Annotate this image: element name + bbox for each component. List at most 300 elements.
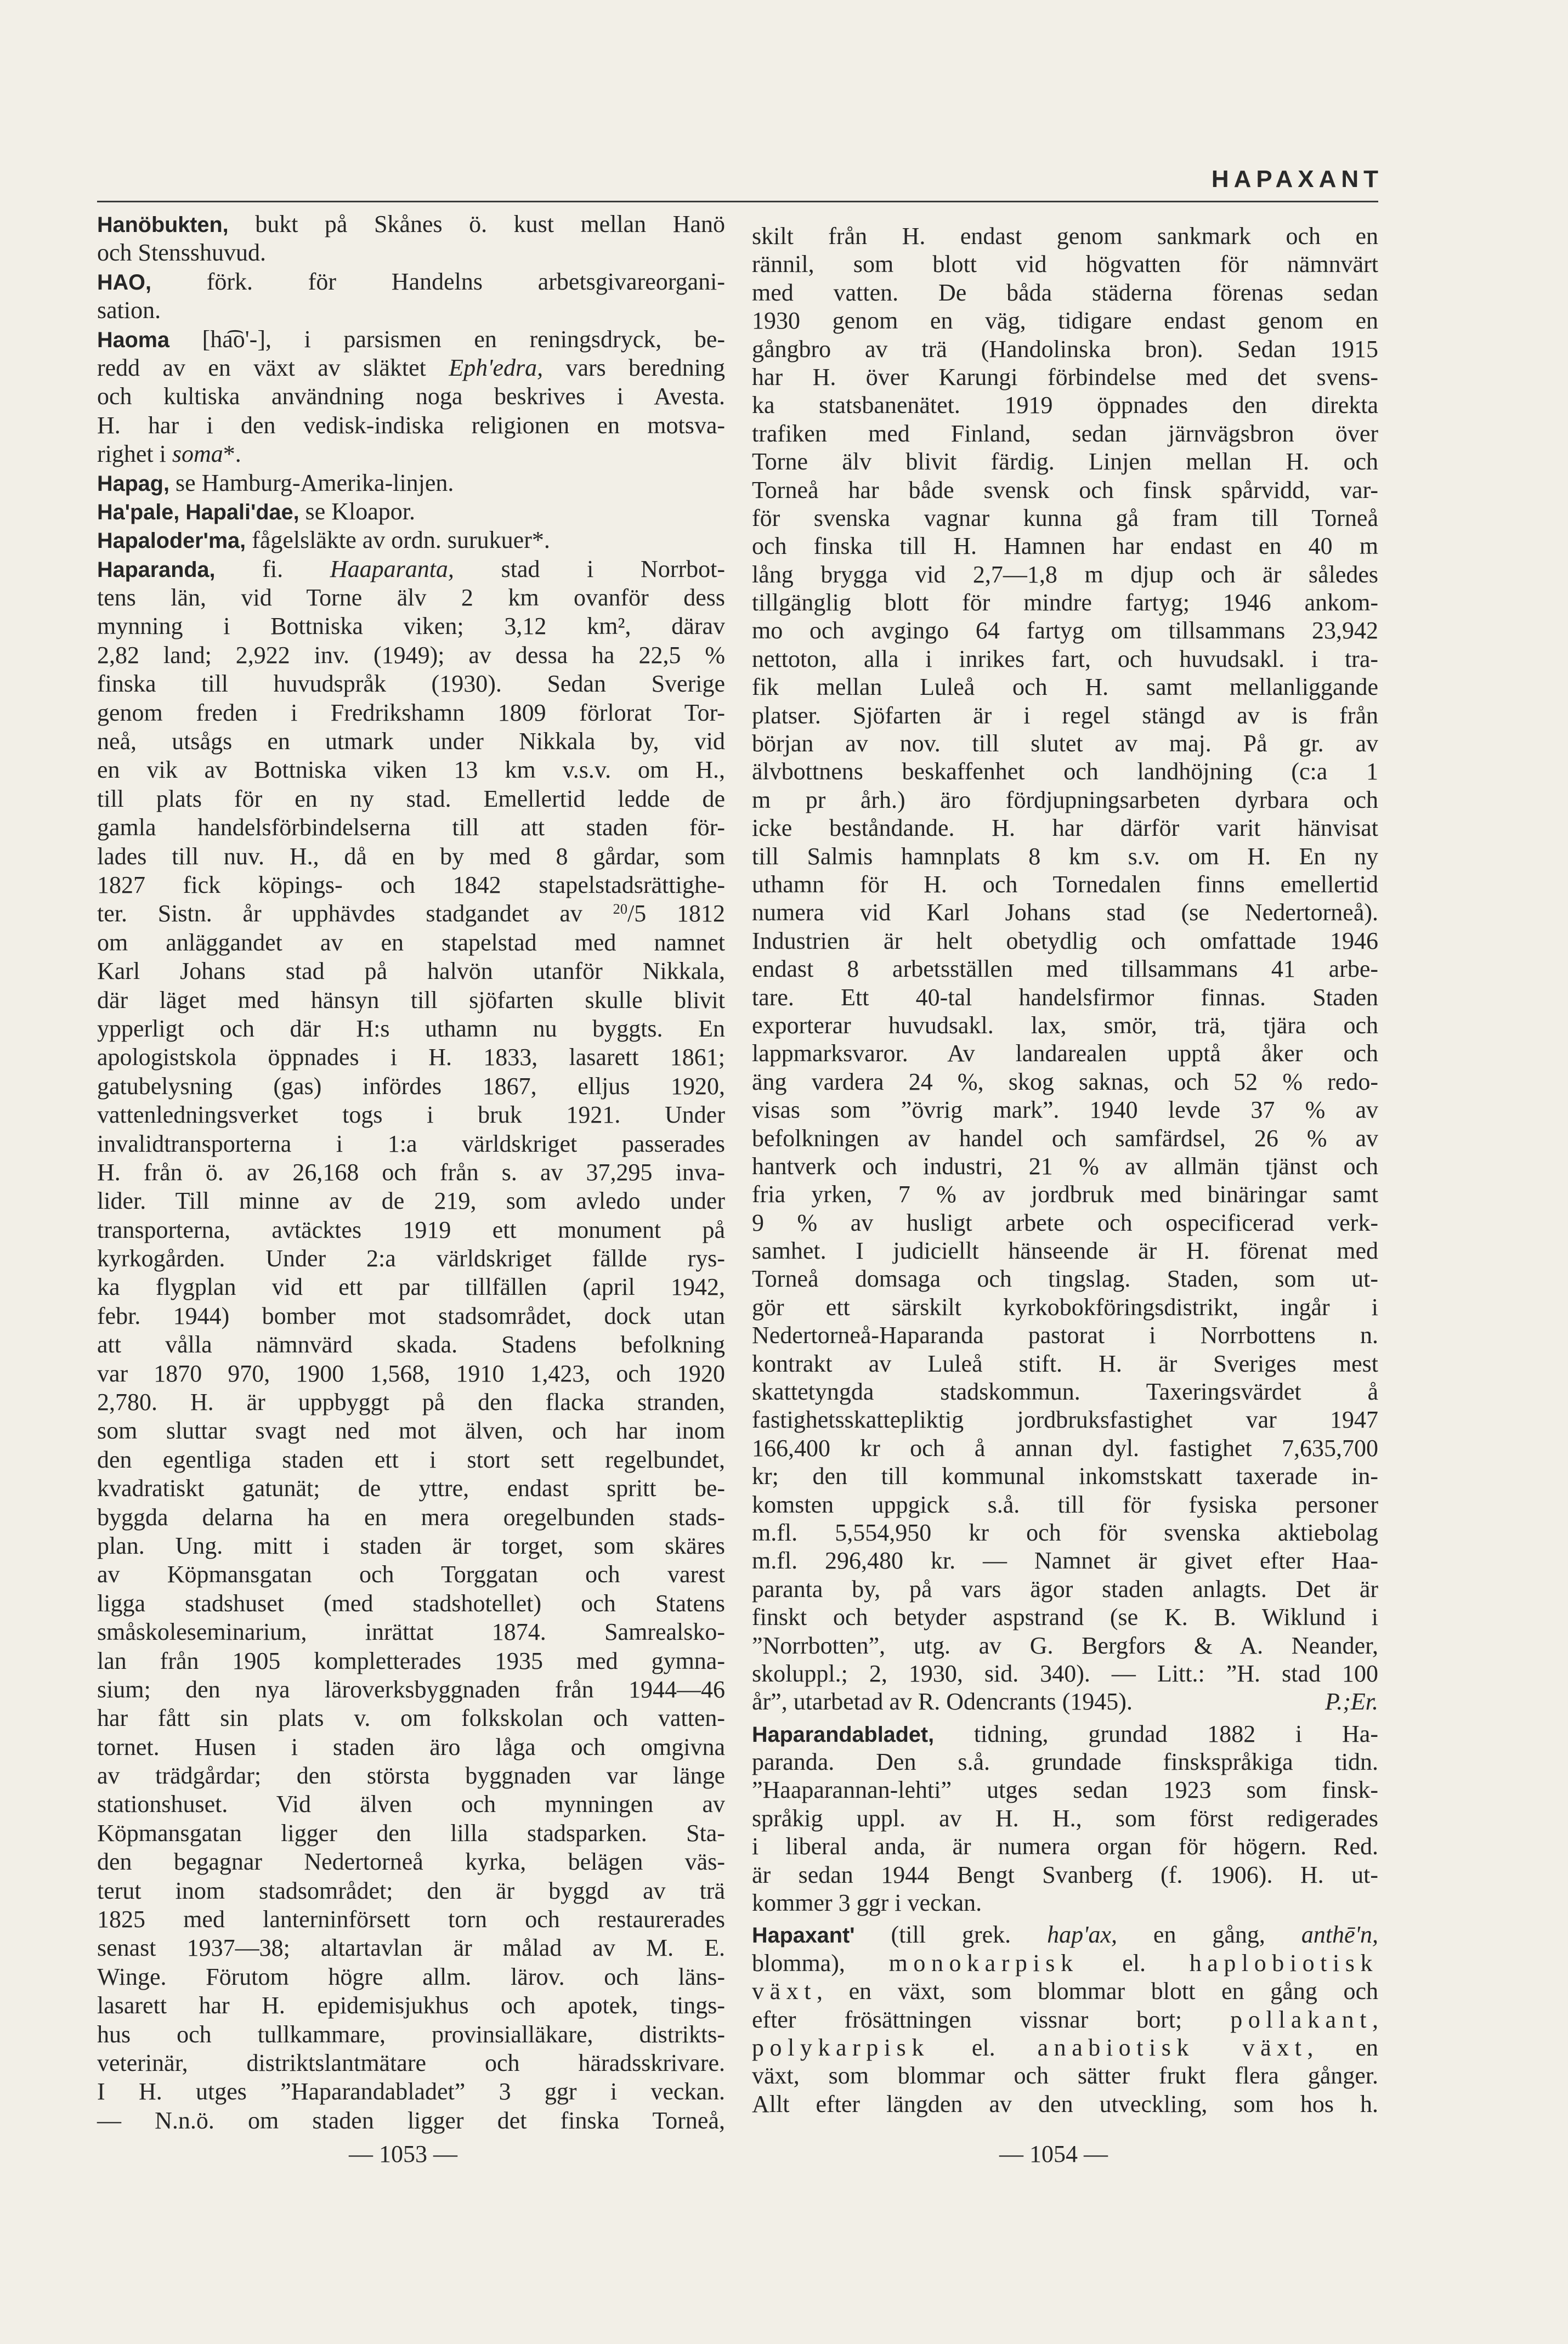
body-text: tillgänglig blott för mindre fartyg; 1946 ankom- [752, 589, 1378, 616]
text-line [752, 560, 1378, 588]
text-line [97, 1388, 725, 1417]
text-line [752, 1350, 1378, 1378]
body-text: hus och tullkammare, provinsialläkare, distrikts- [97, 2020, 725, 2048]
headword: Haparanda, [97, 557, 216, 582]
text-line [752, 588, 1378, 616]
text-line [97, 1790, 725, 1819]
text-line [752, 1491, 1378, 1519]
text-line [752, 701, 1378, 729]
body-text: nettoton, alla i inrikes fart, och huvudsakl. i tra- [752, 645, 1378, 672]
body-text: I H. utges ”Haparandabladet” 3 ggr i veckan. [97, 2078, 725, 2105]
text-line [752, 1776, 1378, 1804]
body-text: lades till nuv. H., då en by med 8 gårdar, som [97, 842, 725, 870]
text-line [97, 1158, 725, 1187]
text-line [97, 1848, 725, 1876]
body-text: exporterar huvudsakl. lax, smör, trä, tjära och [752, 1011, 1378, 1039]
body-text: lan från 1905 kompletterades 1935 med gymna- [97, 1647, 725, 1674]
body-text: *. [223, 440, 241, 468]
text-line [97, 957, 725, 986]
body-text: 1825 med lanterninförsett torn och restaurerades [97, 1906, 725, 1933]
text-line [97, 1187, 725, 1215]
body-text: /5 1812 [627, 900, 725, 927]
body-text: el. [1078, 1949, 1190, 1977]
text-line [752, 1748, 1378, 1776]
text-line [97, 899, 725, 928]
text-line [752, 1406, 1378, 1434]
body-text: där läget med hänsyn till sjöfarten skulle blivit [97, 986, 725, 1014]
text-line [97, 1330, 725, 1359]
body-text: gör ett särskilt kyrkobokföringsdistrikt, ingår i [752, 1293, 1378, 1321]
body-text: rännil, som blott vid högvatten för nämnvärt [752, 251, 1378, 278]
body-text: H. har i den vedisk-indiska religionen en motsva- [97, 411, 725, 439]
text-line [752, 927, 1378, 955]
body-text: efter frösättningen vissnar bort; [752, 2006, 1231, 2033]
text-line [752, 1921, 1378, 1949]
body-text: platser. Sjöfarten är i regel stängd av is från [752, 701, 1378, 729]
text-line [752, 2090, 1378, 2118]
entry-paragraph [97, 497, 725, 526]
body-text: är sedan 1944 Bengt Svanberg (f. 1906). H. ut- [752, 1861, 1378, 1888]
running-head: HAPAXANT [1211, 166, 1383, 192]
text-line [97, 986, 725, 1015]
text-line [752, 1011, 1378, 1039]
body-text: byggda delarna ha en mera oregelbunden stads- [97, 1503, 725, 1531]
body-text: lappmarksvaror. Av landarealen upptå åker och [752, 1040, 1378, 1067]
text-line [97, 325, 725, 354]
body-text: mo och avgingo 64 fartyg om tillsammans 23,942 [752, 617, 1378, 644]
body-text: plan. Ung. mitt i staden är torget, som skäres [97, 1532, 725, 1559]
body-text: kyrkogården. Under 2:a världskriget fällde rys- [97, 1245, 725, 1272]
text-line [752, 898, 1378, 926]
text-line [97, 699, 725, 727]
body-text: fastighetsskattepliktig jordbruksfastighet var 1947 [752, 1406, 1378, 1434]
body-text: finska till huvudspråk (1930). Sedan Sverige [97, 670, 725, 698]
text-line [97, 1072, 725, 1101]
text-line [752, 870, 1378, 898]
body-text: 1930 genom en väg, tidigare endast genom en [752, 307, 1378, 335]
text-line [752, 1660, 1378, 1688]
text-line [752, 307, 1378, 335]
text-line [97, 239, 725, 267]
body-text: senast 1937—38; altartavlan är målad av M. E. [97, 1934, 725, 1962]
text-line [752, 1720, 1378, 1748]
text-line [97, 1819, 725, 1848]
text-line [752, 1434, 1378, 1462]
body-text: samhet. I judiciellt hänseende är H. förenat med [752, 1237, 1378, 1265]
body-text: stationshuset. Vid älven och mynningen av [97, 1791, 725, 1818]
body-text: , en växt, som blommar blott en gång och [817, 1978, 1378, 2005]
headword: Hapag, [97, 471, 169, 496]
text-line [97, 1991, 725, 2020]
text-line [97, 1618, 725, 1646]
body-text: ”Haaparannan-lehti” utges sedan 1923 som finsk- [752, 1776, 1378, 1804]
headword: Hapaloder'ma, [97, 529, 246, 553]
body-text: Nedertorneå-Haparanda pastorat i Norrbottens n. [752, 1322, 1378, 1349]
body-text: komsten uppgick s.å. till för fysiska personer [752, 1491, 1378, 1518]
body-text: vars beredning [543, 354, 725, 381]
body-text: en gång, [1117, 1921, 1301, 1949]
text-line [97, 1043, 725, 1072]
body-text: Winge. Förutom högre allm. lärov. och läns- [97, 1963, 725, 1990]
headword: Haoma [97, 327, 169, 352]
body-text: tidning, grundad 1882 i Ha- [934, 1720, 1378, 1747]
text-line [752, 222, 1378, 250]
body-text: en vik av Bottniska viken 13 km v.s.v. om H., [97, 756, 725, 784]
text-line [752, 1068, 1378, 1096]
text-line [752, 1603, 1378, 1631]
body-text: [ha͡o'-], i parsismen en reningsdryck, be- [169, 325, 725, 353]
text-line [97, 469, 725, 497]
body-text: , en [1307, 2034, 1378, 2061]
text-line [97, 871, 725, 899]
body-text: H. från ö. av 26,168 och från s. av 37,295 inva- [97, 1158, 725, 1186]
body-text: genom freden i Fredrikshamn 1809 förlorat Tor- [97, 699, 725, 726]
text-line [752, 1124, 1378, 1152]
text-line [97, 1560, 725, 1589]
body-text: tens län, vid Torne älv 2 km ovanför dess [97, 584, 725, 612]
body-text: Karl Johans stad på halvön utanför Nikkala, [97, 958, 725, 985]
text-line [97, 1244, 725, 1273]
text-line [97, 1216, 725, 1244]
text-line [752, 1039, 1378, 1067]
body-text: redd av en växt av släktet [97, 354, 449, 381]
body-text: till Salmis hamnplats 8 km s.v. om H. En ny [752, 842, 1378, 870]
text-line [752, 363, 1378, 391]
text-line [97, 411, 725, 440]
text-line [97, 1101, 725, 1129]
text-line [97, 1446, 725, 1474]
entry-paragraph [97, 268, 725, 325]
body-text: lasarett har H. epidemisjukhus och apotek, tings- [97, 1992, 725, 2019]
body-text: småskoleseminarium, inrättat 1874. Samrealsko- [97, 1618, 725, 1646]
body-text: visas som ”övrig mark”. 1940 levde 37 % av [752, 1096, 1378, 1124]
text-line [752, 279, 1378, 307]
text-line [97, 1877, 725, 1905]
text-line [752, 1519, 1378, 1547]
header-rule [97, 201, 1378, 202]
text-line [97, 354, 725, 382]
italic-text: anthē'n, [1301, 1921, 1378, 1949]
body-text: m.fl. 296,480 kr. — Namnet är givet efter Haa- [752, 1547, 1378, 1575]
body-text: ypperligt och där H:s uthamn nu byggts. En [97, 1015, 725, 1042]
headword: Hanöbukten, [97, 213, 229, 237]
body-text: har H. över Karungi förbindelse med det svens- [752, 363, 1378, 390]
text-line [97, 296, 725, 325]
body-text: ka statsbanenätet. 1919 öppnades den direkta [752, 392, 1378, 419]
body-text: apologistskola öppnades i H. 1833, lasarett 1861; [97, 1044, 725, 1071]
text-line [97, 1417, 725, 1445]
body-text: befolkningen av handel och samfärdsel, 26 % av [752, 1124, 1378, 1152]
body-text: ligga stadshuset (med stadshotellet) och Statens [97, 1589, 725, 1617]
column-right [752, 222, 1378, 2118]
text-line [97, 1934, 725, 1962]
author-signature: P.;Er. [1325, 1688, 1378, 1715]
superscript: 20 [613, 900, 628, 917]
text-line [97, 1647, 725, 1675]
text-line [752, 1180, 1378, 1208]
spaced-term: anabiotisk växt [1037, 2034, 1307, 2061]
text-line [752, 757, 1378, 785]
text-line [97, 1762, 725, 1790]
text-line [97, 612, 725, 641]
text-line [97, 1963, 725, 1991]
body-text: av Köpmansgatan och Torggatan och varest [97, 1561, 725, 1588]
body-text: lider. Till minne av de 219, som avledo under [97, 1187, 725, 1215]
body-text: älvbottnens beskaffenhet och landhöjning (c:a 1 [752, 758, 1378, 785]
body-text: att vålla nämnvärd skada. Stadens befolkning [97, 1331, 725, 1358]
text-line [97, 727, 725, 756]
text-line [752, 1832, 1378, 1860]
body-text: se Hamburg-Amerika-linjen. [169, 469, 454, 496]
body-text: invalidtransporterna i 1:a världskriget passerades [97, 1130, 725, 1157]
spaced-term: pollakant [1230, 2006, 1372, 2033]
entry-paragraph [752, 222, 1378, 1716]
body-text: var 1870 970, 1900 1,568, 1910 1,423, och 1920 [97, 1360, 725, 1387]
text-line [97, 1273, 725, 1301]
text-line [752, 729, 1378, 757]
text-line [97, 1302, 725, 1330]
body-text: , [1372, 2006, 1378, 2033]
body-text: paranda. Den s.å. grundade finskspråkiga tidn. [752, 1748, 1378, 1776]
body-text: mynning i Bottniska viken; 3,12 km², därav [97, 613, 725, 640]
headword: HAO, [97, 270, 151, 295]
text-line [97, 813, 725, 842]
body-text: fågelsläkte av ordn. surukuer*. [246, 526, 550, 554]
body-text: ”Norrbotten”, utg. av G. Bergfors & A. Neander, [752, 1632, 1378, 1659]
body-text: början av nov. till slutet av maj. På gr. av [752, 730, 1378, 757]
body-text: kvadratiskt gatunät; de yttre, endast spritt be- [97, 1475, 725, 1502]
body-text: gångbro av trä (Handolinska bron). Sedan 1915 [752, 335, 1378, 363]
body-text: och Stensshuvud. [97, 239, 266, 267]
body-text: kr; den till kommunal inkomstskatt taxerade in- [752, 1463, 1378, 1490]
headword: Hapaxant' [752, 1923, 855, 1948]
text-line [97, 268, 725, 296]
text-line [752, 1977, 1378, 2005]
body-text: äng vardera 24 %, skog saknas, och 52 % redo- [752, 1068, 1378, 1095]
italic-text: Eph'edra, [449, 354, 544, 381]
text-line [752, 448, 1378, 475]
entry-paragraph [752, 1720, 1378, 1917]
text-line [752, 1462, 1378, 1490]
text-line [97, 497, 725, 526]
body-text: gatubelysning (gas) infördes 1867, elljus 1920, [97, 1072, 725, 1100]
text-line [97, 1704, 725, 1732]
body-text: fik mellan Luleå och H. samt mellanliggande [752, 673, 1378, 701]
body-text: uthamn för H. och Tornedalen finns emellertid [752, 870, 1378, 898]
body-text: fria yrken, 7 % av jordbruk med binäringar samt [752, 1181, 1378, 1208]
body-text: blomma), [752, 1949, 889, 1977]
text-line [752, 391, 1378, 419]
text-line [97, 1130, 725, 1158]
body-text: fi. [215, 555, 330, 582]
body-text: m.fl. 5,554,950 kr och för svenska aktiebolag [752, 1519, 1378, 1546]
body-text: förk. för Handelns arbetsgivareorgani- [151, 268, 725, 295]
text-line [752, 1209, 1378, 1237]
body-text: Torne älv blivit färdig. Linjen mellan H. och [752, 448, 1378, 475]
body-text: ter. Sistn. år upphävdes stadgandet av [97, 900, 613, 927]
body-text: terut inom stadsområdet; den är byggd av trä [97, 1877, 725, 1904]
body-text: Torneå domsaga och tingslag. Staden, som ut- [752, 1265, 1378, 1293]
text-line [752, 420, 1378, 448]
body-text: Allt efter längden av den utveckling, som hos h. [752, 2090, 1378, 2117]
body-text: veterinär, distriktslantmätare och häradsskrivare. [97, 2049, 725, 2076]
entry-paragraph [97, 526, 725, 554]
body-text: har fått sin plats v. om folkskolan och vatten- [97, 1705, 725, 1732]
text-line [97, 1532, 725, 1560]
text-line [97, 584, 725, 612]
text-line [752, 1378, 1378, 1406]
body-text: den begagnar Nedertorneå kyrka, belägen väs- [97, 1848, 725, 1876]
text-line [752, 1632, 1378, 1660]
body-text: och kultiska användning noga beskrives i Avesta. [97, 383, 725, 410]
page-number-right: — 1054 — [999, 2141, 1108, 2167]
body-text: för svenska vagnar kunna gå fram till Torneå [752, 504, 1378, 531]
body-text: språkig uppl. av H. H., som först redigerades [752, 1804, 1378, 1832]
text-line [752, 842, 1378, 870]
body-text: till plats för en ny stad. Emellertid ledde de [97, 785, 725, 812]
text-line [752, 1949, 1378, 1977]
entry-paragraph [97, 555, 725, 2135]
text-line [752, 1804, 1378, 1832]
text-line [97, 1905, 725, 1934]
body-text: och finska till H. Hamnen har endast en 40 m [752, 533, 1378, 560]
text-line [752, 673, 1378, 701]
body-text: el. [929, 2034, 1038, 2061]
text-line [752, 2006, 1378, 2034]
body-text: stad i Norrbot- [454, 555, 725, 582]
italic-text: soma [172, 440, 223, 468]
text-line [752, 250, 1378, 278]
body-text: tornet. Husen i staden äro låga och omgivna [97, 1733, 725, 1760]
body-text: sium; den nya läroverksbyggnaden från 1944—46 [97, 1675, 725, 1703]
body-text: righet i [97, 440, 172, 468]
entry-paragraph [97, 469, 725, 497]
text-line [752, 616, 1378, 644]
body-text: år”, utarbetad av R. Odencrants (1945). [752, 1688, 1133, 1715]
text-line [752, 786, 1378, 814]
body-text: 1827 fick köpings- och 1842 stapelstadsrättighe- [97, 871, 725, 898]
text-line [752, 1861, 1378, 1889]
text-line [97, 1733, 725, 1762]
headword: Ha'pale, Hapali'dae, [97, 500, 299, 524]
italic-text: Haaparanta, [330, 555, 454, 582]
text-line [752, 2062, 1378, 2090]
text-line [97, 210, 725, 239]
spaced-term: haplobiotisk [1189, 1949, 1378, 1977]
body-text: sation. [97, 297, 161, 324]
text-line [752, 1547, 1378, 1575]
body-text: kontrakt av Luleå stift. H. är Sveriges mest [752, 1350, 1378, 1377]
text-line [97, 641, 725, 670]
body-text: vattenledningsverket togs i bruk 1921. Under [97, 1101, 725, 1129]
text-line [97, 440, 725, 468]
body-text: finskt och betyder aspstrand (se K. B. Wiklund i [752, 1604, 1378, 1631]
body-text: gamla handelsförbindelserna till att staden för- [97, 814, 725, 841]
body-text: Industrien är helt obetydlig och omfattade 1946 [752, 927, 1378, 954]
text-line [752, 1237, 1378, 1265]
body-text: som sluttar svagt ned mot älven, och har inom [97, 1417, 725, 1445]
body-text: — N.n.ö. om staden ligger det finska Torneå, [97, 2107, 725, 2134]
body-text: m pr årh.) äro fördjupningsarbeten dyrbara och [752, 786, 1378, 813]
page-number-left: — 1053 — [349, 2141, 457, 2167]
body-text: bukt på Skånes ö. kust mellan Hanö [228, 211, 725, 237]
text-line [752, 532, 1378, 560]
body-text: tare. Ett 40-tal handelsfirmor finnas. Staden [752, 983, 1378, 1011]
body-text: 2,82 land; 2,922 inv. (1949); av dessa ha 22,5 % [97, 641, 725, 669]
column-left [97, 210, 725, 2135]
text-line [97, 1360, 725, 1388]
body-text: endast 8 arbetsställen med tillsammans 41 arbe- [752, 955, 1378, 983]
body-text: kommer 3 ggr i veckan. [752, 1889, 982, 1917]
entry-paragraph [752, 1921, 1378, 2118]
text-line [752, 1152, 1378, 1180]
body-text: av trädgårdar; den största byggnaden var länge [97, 1762, 725, 1790]
text-line [97, 1474, 725, 1503]
body-text: skoluppl.; 2, 1930, sid. 340). — Litt.: ”H. stad 100 [752, 1660, 1378, 1687]
text-line [97, 785, 725, 813]
entry-paragraph [97, 325, 725, 469]
body-text: numera vid Karl Johans stad (se Nedertorneå). [752, 899, 1378, 926]
text-line [752, 1688, 1378, 1715]
text-line [752, 983, 1378, 1011]
body-text: se Kloapor. [299, 497, 415, 525]
body-text: neå, utsågs en utmark under Nikkala by, vid [97, 728, 725, 755]
text-line [97, 928, 725, 957]
text-line [752, 1293, 1378, 1321]
body-text: Köpmansgatan ligger den lilla stadsparken. Sta- [97, 1819, 725, 1847]
text-line [752, 1096, 1378, 1124]
text-line [752, 1321, 1378, 1349]
text-line [97, 2077, 725, 2106]
text-line [97, 2020, 725, 2049]
body-text: (till grek. [854, 1921, 1048, 1949]
body-text: febr. 1944) bomber mot stadsområdet, dock utan [97, 1302, 725, 1329]
italic-text: hap'ax, [1047, 1921, 1118, 1949]
text-line [97, 526, 725, 554]
text-line [97, 1589, 725, 1618]
body-text: trafiken med Finland, sedan järnvägsbron över [752, 420, 1378, 447]
text-line [752, 1265, 1378, 1293]
body-text: 9 % av husligt arbete och ospecificerad verk- [752, 1209, 1378, 1236]
text-line [752, 335, 1378, 363]
body-text: skattetyngda stadskommun. Taxeringsvärdet å [752, 1378, 1378, 1406]
text-line [752, 814, 1378, 842]
text-line [752, 1575, 1378, 1603]
entry-paragraph [97, 210, 725, 268]
spaced-term: växt [752, 1978, 817, 2005]
text-line [752, 504, 1378, 532]
text-line [97, 670, 725, 698]
body-text: paranta by, på vars ägor staden anlagts. Det är [752, 1575, 1378, 1603]
body-text: Torneå har både svensk och finsk spårvidd, var- [752, 476, 1378, 503]
body-text: ka flygplan vid ett par tillfällen (april 1942, [97, 1273, 725, 1301]
body-text: lång brygga vid 2,7—1,8 m djup och är således [752, 560, 1378, 588]
headword: Haparandabladet, [752, 1722, 935, 1747]
text-line [97, 1503, 725, 1532]
body-text: med vatten. De båda städerna förenas sedan [752, 279, 1378, 306]
body-text: 2,780. H. är uppbyggt på den flacka stranden, [97, 1389, 725, 1416]
body-text: hantverk och industri, 21 % av allmän tjänst och [752, 1152, 1378, 1180]
body-text: den egentliga staden ett i stort sett regelbundet, [97, 1446, 725, 1473]
text-line [97, 2107, 725, 2135]
body-text: icke beståndande. H. har därför varit hänvisat [752, 814, 1378, 842]
text-line [752, 2034, 1378, 2062]
text-line [97, 1015, 725, 1043]
body-text: om anläggandet av en stapelstad med namnet [97, 928, 725, 956]
text-line [97, 2049, 725, 2077]
text-line [752, 645, 1378, 673]
body-text: transporterna, avtäcktes 1919 ett monument på [97, 1216, 725, 1243]
